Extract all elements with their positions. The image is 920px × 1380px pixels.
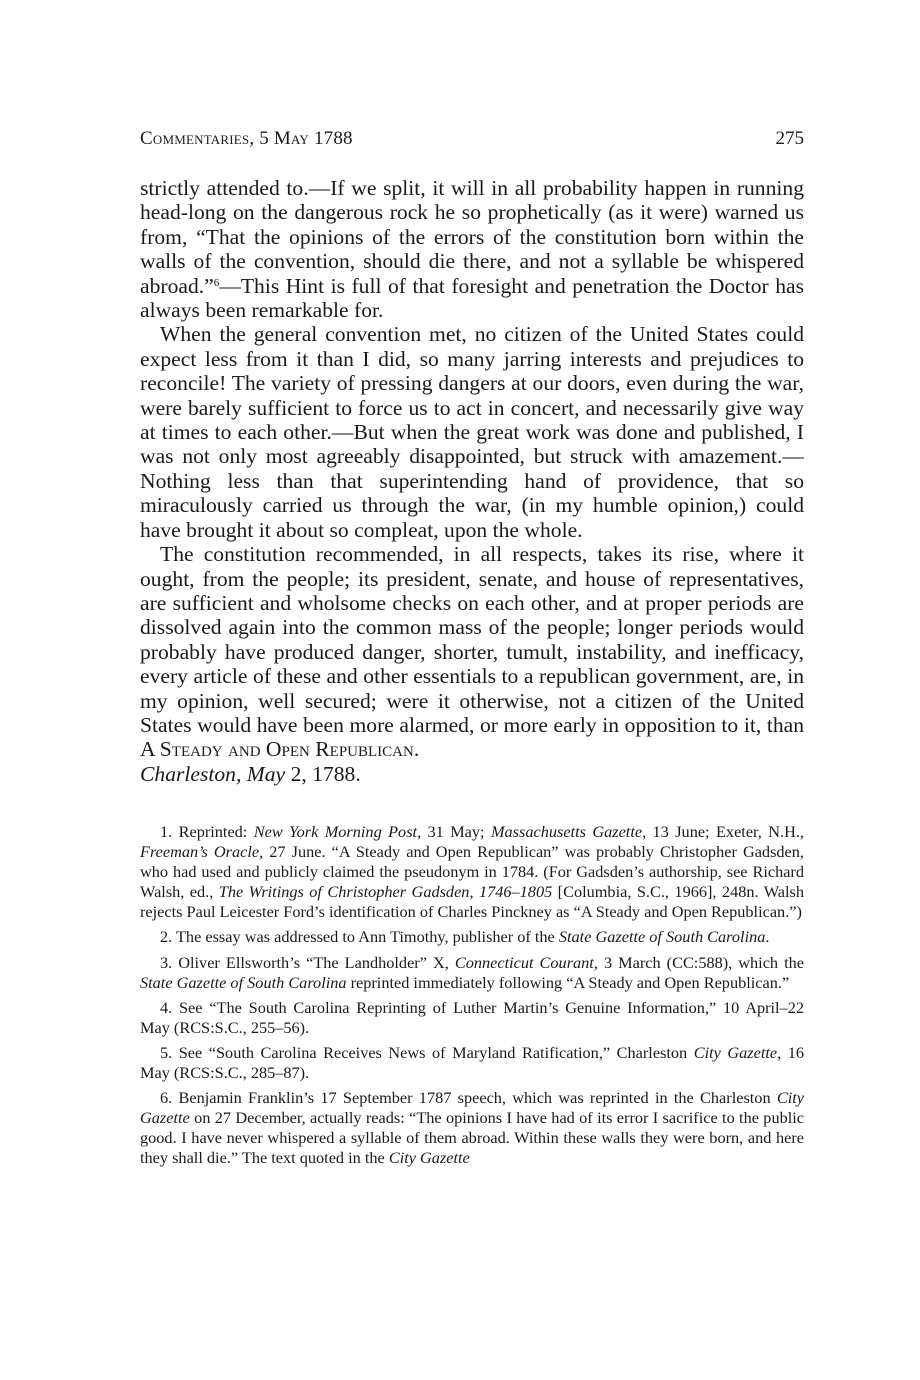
paragraph-text: —This Hint is full of that foresight and penetration the Doctor has always been remarkable for. xyxy=(140,273,804,323)
note-text: [Columbia, S.C., 1966], 248n. Walsh rejects Paul Leicester Ford’s identification of Charles Pinckney as “A Steady and Open Republican.”) xyxy=(140,882,805,922)
paragraph-text: strictly attended to.—If we split, it will in all probability happen in running head-long on the dangerous rock he so prophetically (as it were) warned us from, “That the opinions of the errors of the constitution born within the walls of the convention, should die there, and not a syllable be whispered abroad.” xyxy=(140,176,804,298)
note-text: 2. The essay was addressed to Ann Timothy, publisher of the xyxy=(160,927,559,947)
publication-title: Freeman’s Oracle xyxy=(140,842,260,862)
publication-title: State Gazette of South Carolina xyxy=(558,927,766,947)
footnote-6 xyxy=(140,1088,804,1168)
note-text: , 3 March (CC:588), which the xyxy=(593,952,804,972)
publication-title: City Gazette xyxy=(140,1088,804,1128)
note-text: , 13 June; Exeter, N.H., xyxy=(642,822,804,841)
dateline xyxy=(140,762,804,786)
note-text: 5. See “South Carolina Receives News of Maryland Ratification,” Charleston xyxy=(160,1042,694,1062)
note-text: on 27 December, actually reads: “The opinions I have had of its error I sacrifice to the public good. I have never whispered a syllable of them abroad. Within these walls they were born, and here they shall die.” The text quoted in the xyxy=(140,1108,804,1168)
footnote-2 xyxy=(140,927,804,947)
publication-title: The Writings of Christopher Gadsden, 1746–1805 xyxy=(218,882,553,902)
dateline-place: Charleston, May xyxy=(140,761,286,786)
note-text: 3. Oliver Ellsworth’s “The Landholder” X, xyxy=(160,952,455,972)
running-head xyxy=(140,128,804,150)
footnote-1 xyxy=(140,822,804,922)
footnote-ref: 6 xyxy=(213,276,220,289)
note-text: , 31 May; xyxy=(417,822,491,841)
body-paragraph: When the general convention met, no citizen of the United States could expect less from it than I did, so many jarring interests and prejudices to reconcile! The variety of pressing dangers at our doors, even during the war, were barely sufficient to force us to act in concert, and necessarily give way at times to each other.—But when the great work was done and published, I was not only most agreeably disappointed, but struck with amazement.—Nothing less than that superintending hand of providence, that so miraculously carried us through the war, (in my humble opinion,) could have brought it about so compleat, upon the whole. xyxy=(140,322,804,542)
note-text: reprinted immediately following “A Steady and Open Republican.” xyxy=(346,972,790,992)
body-paragraph xyxy=(140,176,804,322)
note-text: , 16 May (RCS:S.C., 285–87). xyxy=(140,1042,805,1083)
body-text xyxy=(140,176,804,786)
running-title: Commentaries, 5 May 1788 xyxy=(140,128,353,149)
publication-title: City Gazette xyxy=(693,1042,778,1062)
signature: A Steady and Open Republican. xyxy=(140,737,420,762)
footnote-5 xyxy=(140,1043,804,1083)
note-text: 1. Reprinted: xyxy=(160,822,254,841)
publication-title: City Gazette xyxy=(388,1148,470,1168)
dateline-date: 2, 1788. xyxy=(290,761,361,786)
note-text: , 27 June. “A Steady and Open Republican” was probably Christopher Gadsden, who had used and publicly claimed the pseudonym in 1784. (For Gadsden’s authorship, see Richard Walsh, ed., xyxy=(140,842,804,902)
paragraph-text: The constitution recommended, in all respects, takes its rise, where it ought, from the people; its president, senate, and house of representatives, are sufficient and wholsome checks on each other, and at proper periods are dissolved again into the common mass of the people; longer periods would probably have produced danger, shorter, tumult, instability, and inefficacy, every article of these and other essentials to a republican government, are, in my opinion, well secured; were it otherwise, not a citizen of the United States would have been more alarmed, or more early in opposition to it, than xyxy=(140,542,804,737)
footnote-3 xyxy=(140,953,804,993)
footnotes xyxy=(140,822,804,1174)
body-paragraph xyxy=(140,542,804,762)
publication-title: Massachusetts Gazette xyxy=(490,822,643,841)
note-text: 6. Benjamin Franklin’s 17 September 1787 speech, which was reprinted in the Charleston xyxy=(160,1088,777,1108)
note-text: . xyxy=(765,927,770,947)
page-number: 275 xyxy=(775,128,804,149)
publication-title: State Gazette of South Carolina xyxy=(140,972,347,992)
publication-title: Connecticut Courant xyxy=(454,952,594,972)
footnote-4: 4. See “The South Carolina Reprinting of Luther Martin’s Genuine Information,” 10 April–22 May (RCS:S.C., 255–56). xyxy=(140,997,804,1037)
publication-title: New York Morning Post xyxy=(253,822,418,841)
